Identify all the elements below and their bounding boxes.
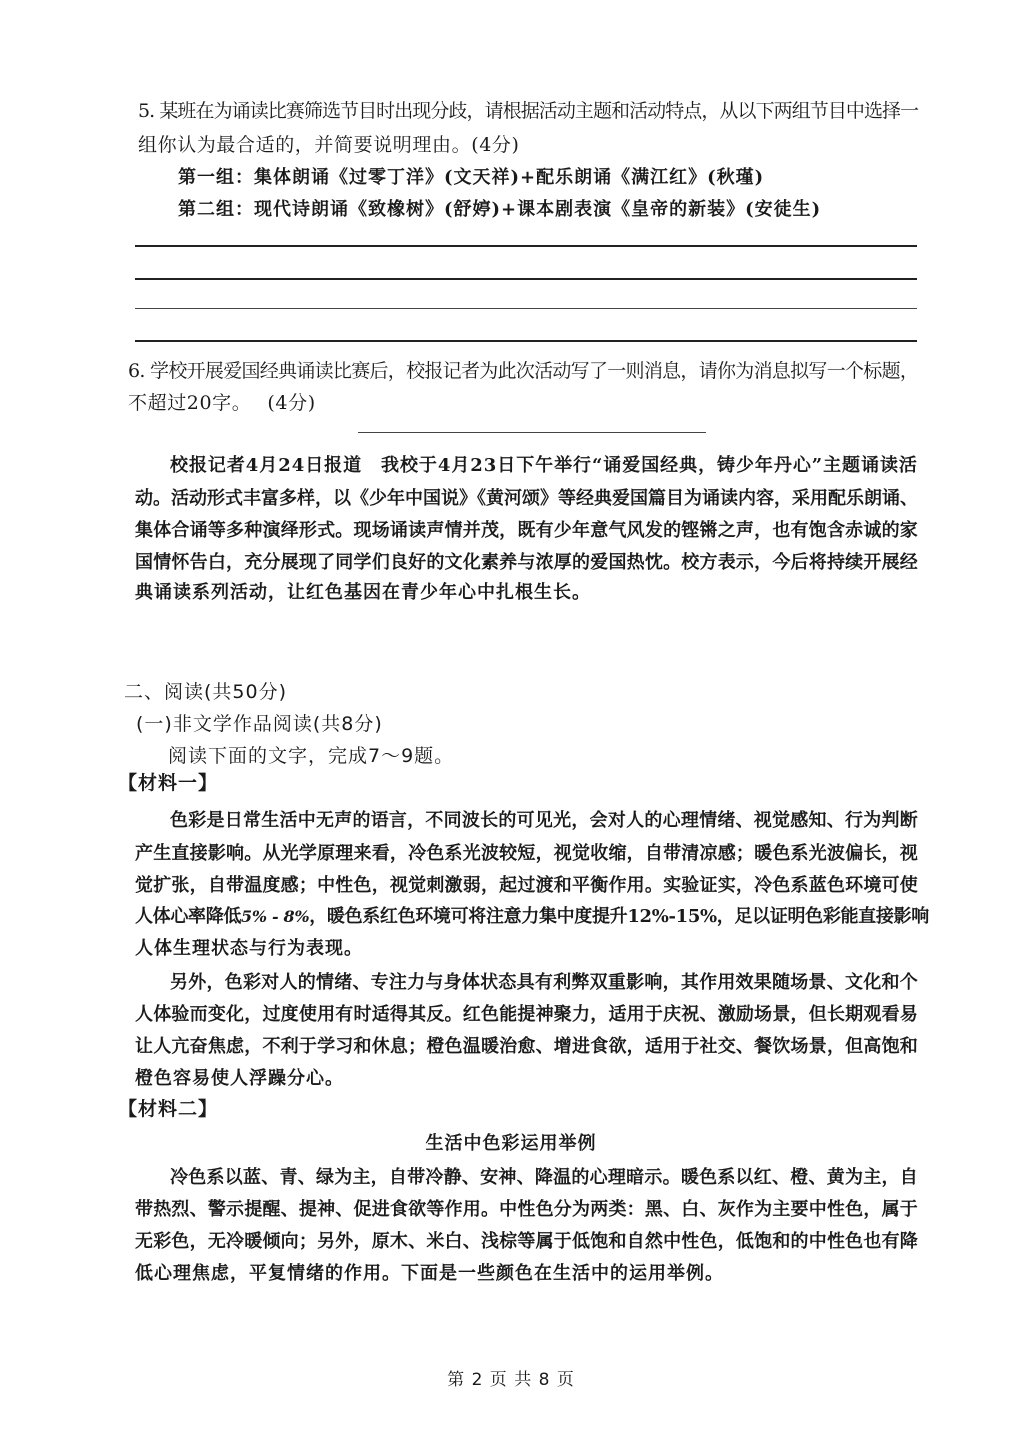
news-line1: 校报记者4月24日报道 我校于4月23日下午举行“诵爱国经典，铸少年丹心”主题诵读活 bbox=[170, 455, 918, 476]
answer-line-4[interactable] bbox=[135, 340, 917, 342]
news-line3: 集体合诵等多种演绎形式。现场诵读声情并茂，既有少年意气风发的铿锵之声，也有饱含赤诚的家 bbox=[135, 520, 918, 541]
heart-rate-range: 5% - 8% bbox=[241, 907, 310, 926]
reading-instruction: 阅读下面的文字，完成7～9题。 bbox=[168, 745, 455, 767]
answer-line-3[interactable] bbox=[135, 308, 917, 309]
material1-p1-line1: 色彩是日常生活中无声的语言，不同波长的可见光，会对人的心理情绪、视觉感知、行为判断 bbox=[170, 810, 918, 831]
answer-line-2[interactable] bbox=[135, 278, 917, 280]
q5-line2: 组你认为最合适的，并简要说明理由。(4分) bbox=[138, 134, 520, 156]
material2-line3: 无彩色，无冷暖倾向；另外，原木、米白、浅棕等属于低饱和自然中性色，低饱和的中性色也有降 bbox=[135, 1231, 918, 1252]
material1-p2-line4: 橙色容易使人浮躁分心。 bbox=[135, 1068, 344, 1089]
material1-p1-line2: 产生直接影响。从光学原理来看，冷色系光波较短，视觉收缩，自带清凉感；暖色系光波偏长，视 bbox=[135, 843, 918, 864]
subsection-title: (一)非文学作品阅读(共8分) bbox=[136, 713, 383, 735]
material1-p1-line5: 人体生理状态与行为表现。 bbox=[135, 938, 363, 959]
material1-p2-line2: 人体验而变化，过度使用有时适得其反。红色能提神聚力，适用于庆祝、激励场景，但长期观看易 bbox=[135, 1004, 918, 1025]
material1-p1-line3: 觉扩张，自带温度感；中性色，视觉刺激弱，起过渡和平衡作用。实验证实，冷色系蓝色环境可使 bbox=[135, 875, 918, 896]
q5-line1: 5. 某班在为诵读比赛筛选节目时出现分歧，请根据活动主题和活动特点，从以下两组节目中选择一 bbox=[138, 100, 919, 122]
attention-text: ，暖色系红色环境可将注意力集中度提升12%-15%，足以证明色彩能直接影响 bbox=[309, 906, 929, 927]
news-line5: 典诵读系列活动，让红色基因在青少年心中扎根生长。 bbox=[135, 582, 591, 603]
material1-p2-line1: 另外，色彩对人的情绪、专注力与身体状态具有利弊双重影响，其作用效果随场景、文化和个 bbox=[170, 972, 918, 993]
material1-p1-line4 bbox=[135, 902, 929, 928]
q6-line1: 6. 学校开展爱国经典诵读比赛后，校报记者为此次活动写了一则消息，请你为消息拟写一个标题， bbox=[128, 360, 919, 382]
news-line4: 国情怀告白，充分展现了同学们良好的文化素养与浓厚的爱国热忱。校方表示，今后将持续开展经 bbox=[135, 552, 918, 573]
q6-limit-text: 不超过20字。 bbox=[128, 392, 252, 414]
news-line2: 动。活动形式丰富多样，以《少年中国说》《黄河颂》等经典爱国篇目为诵读内容，采用配乐朗诵、 bbox=[135, 488, 918, 509]
headline-answer-line[interactable] bbox=[358, 432, 706, 433]
material2-title: 生活中色彩运用举例 bbox=[425, 1133, 597, 1154]
answer-line-1[interactable] bbox=[135, 245, 917, 247]
material1-label: 【材料一】 bbox=[118, 772, 219, 794]
q6-line2 bbox=[128, 388, 316, 415]
material2-label: 【材料二】 bbox=[118, 1098, 219, 1120]
q5-group1: 第一组：集体朗诵《过零丁洋》(文天祥)+配乐朗诵《满江红》(秋瑾) bbox=[178, 167, 765, 188]
material2-line4: 低心理焦虑，平复情绪的作用。下面是一些颜色在生活中的运用举例。 bbox=[135, 1263, 724, 1284]
material2-line1: 冷色系以蓝、青、绿为主，自带冷静、安神、降温的心理暗示。暖色系以红、橙、黄为主，自 bbox=[170, 1167, 918, 1188]
heart-rate-text: 人体心率降低 bbox=[135, 906, 242, 927]
page-number: 第 2 页 共 8 页 bbox=[447, 1370, 575, 1390]
material1-p2-line3: 让人亢奋焦虑，不利于学习和休息；橙色温暖治愈、增进食欲，适用于社交、餐饮场景，但高饱和 bbox=[135, 1036, 918, 1057]
material2-line2: 带热烈、警示提醒、提神、促进食欲等作用。中性色分为两类：黑、白、灰作为主要中性色，属于 bbox=[135, 1199, 918, 1220]
q5-group2: 第二组：现代诗朗诵《致橡树》(舒婷)+课本剧表演《皇帝的新装》(安徒生) bbox=[178, 199, 822, 220]
section-title: 二、阅读(共50分) bbox=[124, 681, 288, 703]
q6-score: (4分) bbox=[267, 392, 316, 414]
